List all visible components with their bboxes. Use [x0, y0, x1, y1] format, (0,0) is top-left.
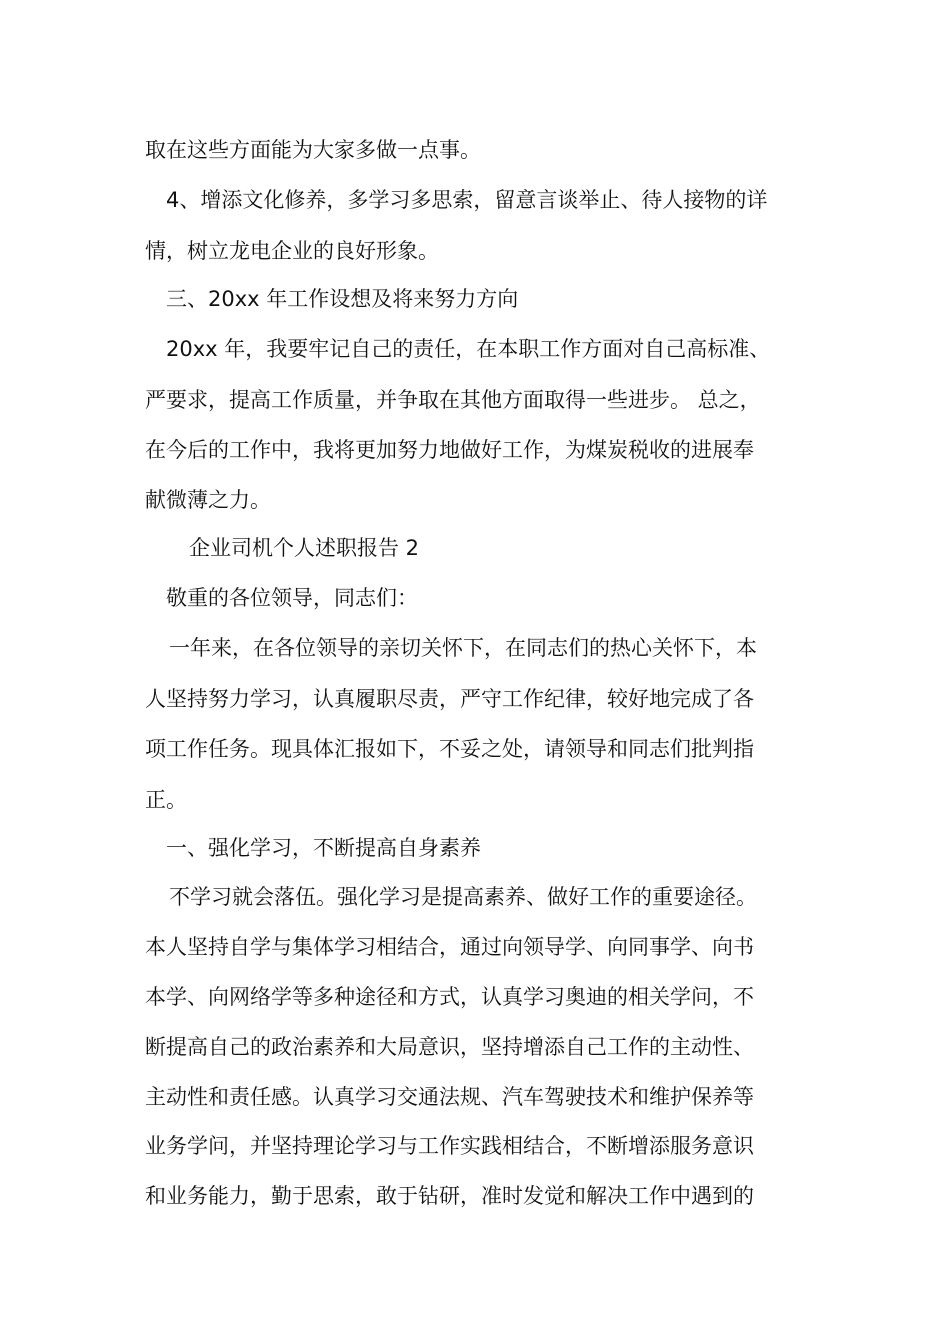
section-heading: 三、20xx 年工作设想及将来努力方向: [166, 287, 519, 311]
text-line: 项工作任务。现具体汇报如下，不妥之处，请领导和同志们批判指: [145, 737, 754, 761]
text-line: 一年来，在各位领导的亲切关怀下，在同志们的热心关怀下，本: [169, 636, 757, 660]
text-line: 情，树立龙电企业的良好形象。: [145, 239, 439, 263]
text-line: 4、增添文化修养，多学习多思索，留意言谈举止、待人接物的详: [166, 188, 768, 212]
text-line: 本人坚持自学与集体学习相结合，通过向领导学、向同事学、向书: [145, 935, 754, 959]
text-line: 人坚持努力学习，认真履职尽责，严守工作纪律，较好地完成了各: [145, 687, 754, 711]
text-line: 正。: [145, 788, 187, 812]
text-line: 主动性和责任感。认真学习交通法规、汽车驾驶技术和维护保养等: [145, 1085, 754, 1109]
salutation: 敬重的各位领导，同志们：: [166, 586, 418, 610]
text-line: 断提高自己的政治素养和大局意识，坚持增添自己工作的主动性、: [145, 1035, 754, 1059]
text-line: 和业务能力，勤于思索，敢于钻研，准时发觉和解决工作中遇到的: [145, 1184, 754, 1208]
text-line: 取在这些方面能为大家多做一点事。: [145, 138, 481, 162]
text-line: 不学习就会落伍。强化学习是提高素养、做好工作的重要途径。: [169, 885, 757, 909]
text-line: 本学、向网络学等多种途径和方式，认真学习奥迪的相关学问，不: [145, 985, 754, 1009]
report-title: 企业司机个人述职报告 2: [189, 536, 420, 560]
text-line: 献微薄之力。: [145, 488, 271, 512]
section-heading: 一、强化学习，不断提高自身素养: [166, 836, 481, 860]
text-line: 在今后的工作中，我将更加努力地做好工作，为煤炭税收的进展奉: [145, 438, 754, 462]
text-line: 严要求，提高工作质量，并争取在其他方面取得一些进步。 总之，: [145, 388, 761, 412]
text-line: 业务学问，并坚持理论学习与工作实践相结合，不断增添服务意识: [145, 1134, 754, 1158]
text-line: 20xx 年，我要牢记自己的责任，在本职工作方面对自己高标准、: [166, 337, 771, 361]
